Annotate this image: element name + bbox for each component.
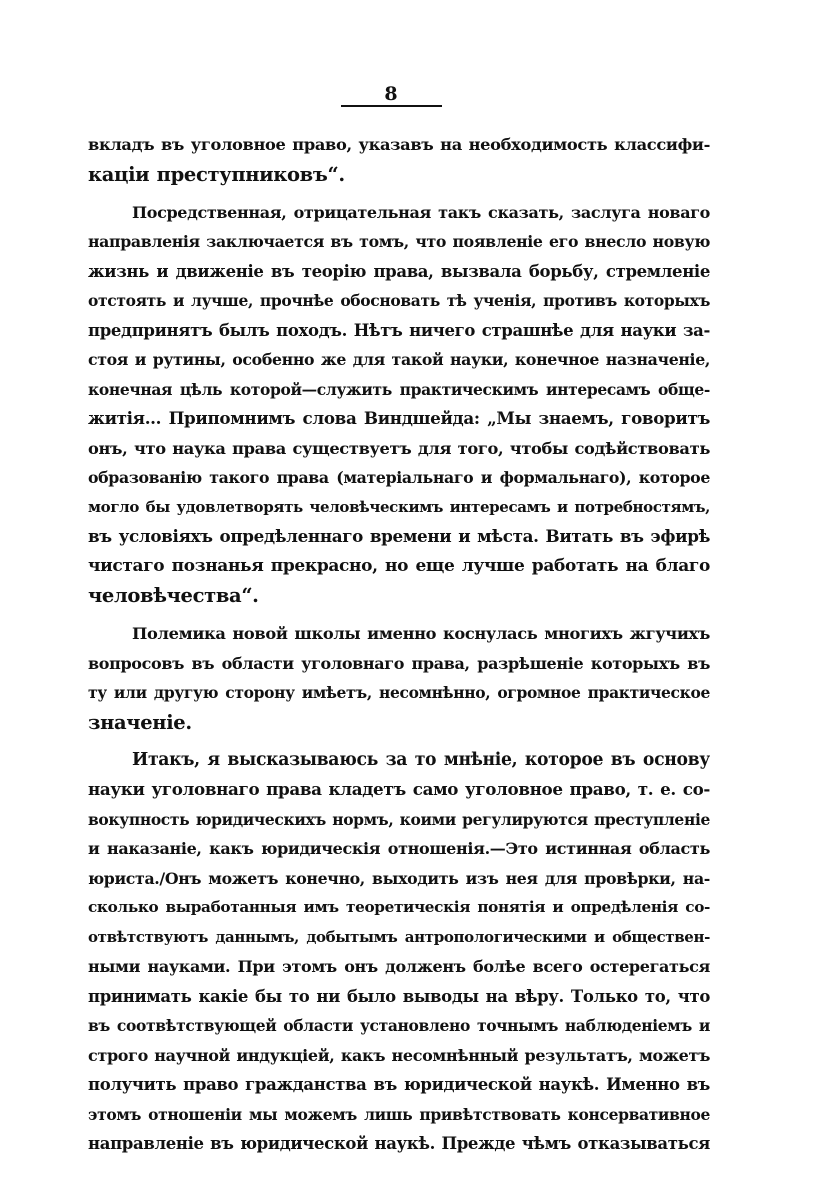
text-line: получить право гражданства въ юридической наукѣ. Именно въ [88, 1075, 710, 1094]
text-line: Итакъ, я высказываюсь за то мнѣніе, которое въ основу [132, 749, 710, 770]
text-line: ными науками. При этомъ онъ долженъ болѣе всего остерегаться [88, 957, 710, 976]
text-line: въ соотвѣтствующей области установлено точнымъ наблюденіемъ и [88, 1016, 710, 1035]
text-line: чистаго познанья прекрасно, но еще лучше работать на благо [88, 555, 710, 576]
text-line: предпринятъ былъ походъ. Нѣтъ ничего страшнѣе для науки за- [88, 320, 710, 340]
page-number: 8 [384, 83, 398, 105]
text-line: и наказаніе, какъ юридическія отношенія.—Это истинная область [88, 839, 710, 858]
text-line: Полемика новой школы именно коснулась многихъ жгучихъ [132, 624, 710, 643]
text-line: Посредственная, отрицательная такъ сказать, заслуга новаго [132, 202, 710, 222]
paragraph-gap [88, 189, 710, 198]
paragraph-gap [88, 611, 710, 620]
text-line: отстоять и лучше, прочнѣе обосновать тѣ ученія, противъ которыхъ [88, 291, 710, 310]
text-line: науки уголовнаго права кладетъ само уголовное право, т. е. со- [88, 779, 710, 799]
text-line: строго научной индукціей, какъ несомнѣнный результатъ, можетъ [88, 1045, 710, 1065]
text-line: человѣчества“. [88, 584, 259, 607]
text-line: каціи преступниковъ“. [88, 162, 345, 186]
text-line: конечная цѣль которой—служить практическимъ интересамъ обще- [88, 379, 710, 399]
text-line: жизнь и движеніе въ теорію права, вызвала борьбу, стремленіе [88, 261, 710, 281]
text-line: юриста./Онъ можетъ конечно, выходить изъ нея для провѣрки, на- [88, 868, 710, 888]
paragraph-gap [88, 737, 710, 746]
text-line: вкладъ въ уголовное право, указавъ на необходимость классифи- [88, 135, 710, 154]
text-line: направленія заключается въ томъ, что появленіе его внесло новую [88, 232, 710, 251]
text-line: онъ, что наука права существуетъ для того, чтобы содѣйствовать [88, 438, 710, 458]
text-line: принимать какіе бы то ни было выводы на вѣру. Только то, что [88, 986, 710, 1006]
text-line: сколько выработанныя имъ теоретическія понятія и опредѣленія со- [88, 898, 710, 916]
text-line: вокупность юридическихъ нормъ, коими регулируются преступленіе [88, 809, 710, 829]
text-line: въ условіяхъ опредѣленнаго времени и мѣста. Витать въ эфирѣ [88, 526, 710, 546]
page-number-rule [341, 105, 442, 107]
text-line: житія... Припомнимъ слова Виндшейда: „Мы знаемъ, говоритъ [88, 408, 710, 428]
text-line: направленіе въ юридической наукѣ. Прежде чѣмъ отказываться [88, 1134, 710, 1153]
text-line: ту или другую сторону имѣетъ, несомнѣнно, огромное практическое [88, 683, 710, 702]
text-line: вопросовъ въ области уголовнаго права, разрѣшеніе которыхъ въ [88, 653, 710, 673]
text-line: могло бы удовлетворять человѣческимъ интересамъ и потребностямъ, [88, 497, 710, 516]
text-line: значеніе. [88, 710, 192, 734]
text-line: отвѣтствуютъ даннымъ, добытымъ антропологическими и обществен- [88, 927, 710, 946]
body-text [88, 130, 710, 1159]
text-line: этомъ отношеніи мы можемъ лишь привѣтствовать консервативное [88, 1104, 710, 1124]
text-line: стоя и рутины, особенно же для такой науки, конечное назначеніе, [88, 350, 710, 369]
text-line: образованію такого права (матеріальнаго и формальнаго), которое [88, 468, 710, 487]
